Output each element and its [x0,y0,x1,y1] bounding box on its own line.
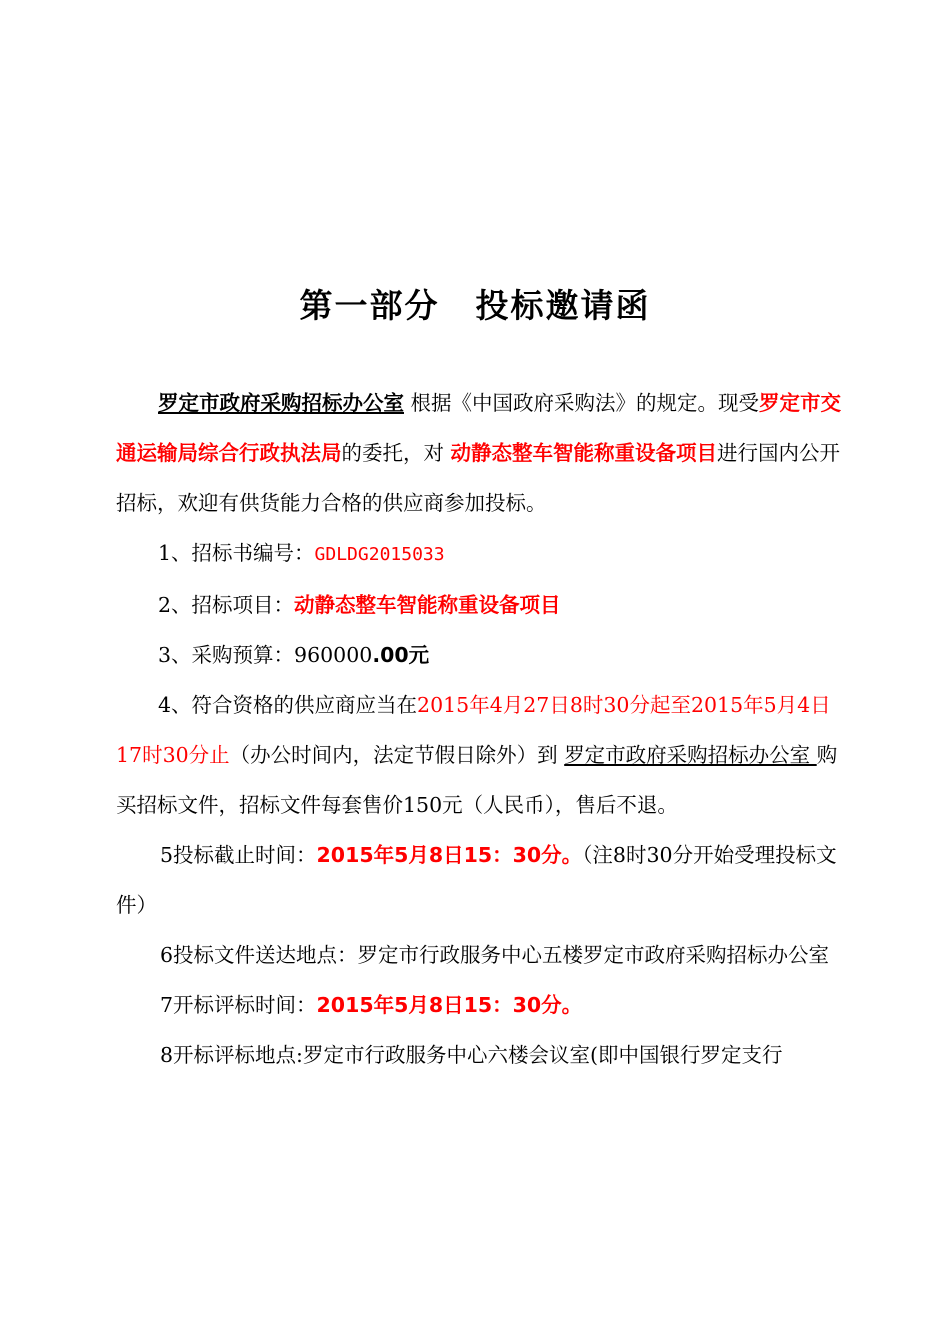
item-5-note: （注8时30分开始受理投标文件） [116,843,837,917]
intro-project: 动静态整车智能称重设备项目 [450,441,718,465]
item-1-label: 1、招标书编号： [158,541,315,565]
item-4-text-1: （办公时间内，法定节假日除外）到 [229,743,565,767]
page-title [0,280,950,327]
item-4 [116,680,850,830]
item-3 [116,630,850,680]
item-4-label: 4、符合资格的供应商应当在 [158,693,418,717]
item-4-period: 2015年4月27日8时30分起至2015年5月4日17时30分止 [116,693,831,767]
item-2 [116,580,850,630]
item-7 [116,980,850,1030]
document-body [116,378,850,1080]
intro-text-3: 进行国内公开招标，欢迎有供货能力合格的供应商参加投标。 [116,441,841,515]
item-8 [116,1030,850,1080]
item-5 [116,830,850,930]
item-6-text: 6投标文件送达地点：罗定市行政服务中心五楼罗定市政府采购招标办公室 [160,943,830,967]
item-7-value: 2015年5月8日15：30分。 [316,993,583,1017]
item-1-value: GDLDG2015033 [314,544,445,565]
title-name: 投标邀请函 [475,286,651,325]
item-6 [116,930,850,980]
title-part: 第一部分 [299,286,440,325]
item-7-label: 7开标评标时间： [160,993,317,1017]
item-5-label: 5投标截止时间： [160,843,317,867]
item-1 [116,528,850,580]
item-3-value-a: 960000 [294,643,373,667]
item-2-value: 动静态整车智能称重设备项目 [294,593,561,617]
item-2-label: 2、招标项目： [158,593,295,617]
item-8-text: 8开标评标地点:罗定市行政服务中心六楼会议室(即中国银行罗定支行 [160,1043,783,1067]
intro-text-2: 的委托，对 [341,441,451,465]
intro-client: 罗定市交通运输局综合行政执法局 [116,391,842,465]
item-3-label: 3、采购预算： [158,643,295,667]
item-4-place: 罗定市政府采购招标办公室 [564,743,817,767]
item-3-value-b: .00元 [372,643,430,667]
intro-org: 罗定市政府采购招标办公室 [158,391,404,415]
intro-paragraph [116,378,850,528]
item-4-text-2: 购买招标文件，招标文件每套售价150元（人民币），售后不退。 [116,743,838,817]
item-5-value: 2015年5月8日15：30分。 [316,843,583,867]
intro-text-1: 根据《中国政府采购法》的规定。现受 [404,391,760,415]
